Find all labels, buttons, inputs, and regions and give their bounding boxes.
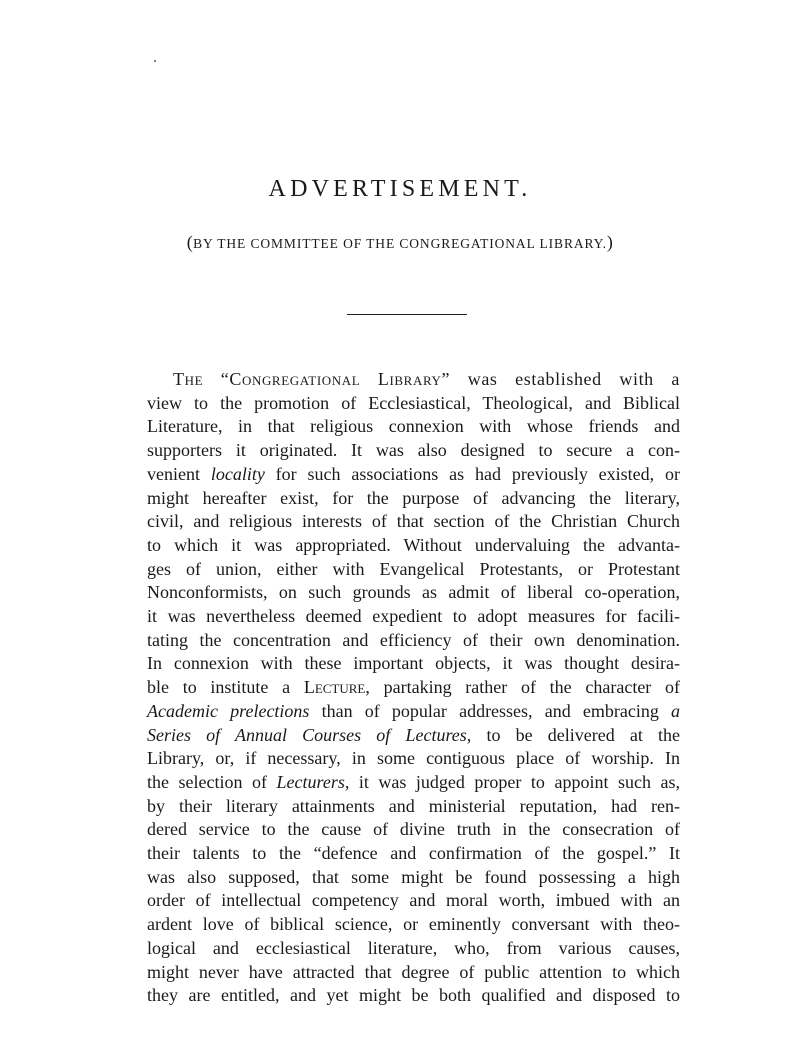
line-text: ardent love of biblical science, or eminently conversant with theo- [147, 914, 680, 935]
paragraph-line [147, 771, 680, 795]
line-text: might never have attracted that degree of public attention to which [147, 961, 680, 982]
line-text: In connexion with these important objects, it was thought desira- [147, 653, 680, 674]
paragraph-line [147, 629, 680, 653]
line-text: ble to institute a [147, 677, 304, 698]
divider-rule [347, 314, 467, 315]
line-text: ” was established with a [441, 369, 680, 389]
line-text: tating the concentration and efficiency of their own denomination. [147, 629, 680, 650]
ink-speck [154, 60, 156, 62]
line-text: by their literary attainments and ministerial reputation, had ren- [147, 795, 680, 816]
paragraph-line [147, 818, 680, 842]
paragraph-line [147, 652, 680, 676]
small-caps-text: The [173, 369, 204, 389]
paragraph-line [147, 581, 680, 605]
subtitle-open-paren: ( [186, 232, 194, 252]
paragraph-line [147, 392, 680, 416]
paragraph-line [147, 558, 680, 582]
paragraph-line [147, 487, 680, 511]
paragraph-line [147, 747, 680, 771]
paragraph-line [147, 984, 680, 1008]
subtitle-text: BY THE COMMITTEE OF THE CONGREGATIONAL LIBRARY. [193, 236, 607, 251]
line-text: Literature, in that religious connexion with whose friends and [147, 416, 680, 437]
line-text: their talents to the “defence and confirmation of the gospel.” It [147, 843, 680, 864]
paragraph-line [147, 463, 680, 487]
line-text: logical and ecclesiastical literature, who, from various causes, [147, 937, 680, 958]
italic-text: Lecturers, [276, 771, 350, 792]
paragraph-line [147, 724, 680, 748]
paragraph-line [147, 534, 680, 558]
paragraph-line [147, 866, 680, 890]
paragraph-line [147, 415, 680, 439]
paragraph-line [147, 889, 680, 913]
page-subtitle [0, 232, 800, 253]
line-text: it was judged proper to appoint such as, [349, 771, 680, 792]
line-text: they are entitled, and yet might be both qualified and disposed to [147, 985, 680, 1006]
italic-text: Series of Annual Courses of Lectures, [147, 724, 472, 745]
line-text: to which it was appropriated. Without undervaluing the advanta- [147, 534, 680, 555]
line-text: view to the promotion of Ecclesiastical, Theological, and Biblical [147, 392, 680, 413]
line-text: for such associations as had previously existed, or [264, 463, 680, 484]
paragraph-line [147, 961, 680, 985]
line-text: than of popular addresses, and embracing [309, 700, 671, 721]
paragraph-line [147, 700, 680, 724]
paragraph-line [147, 676, 680, 700]
line-text: ges of union, either with Evangelical Protestants, or Protestant [147, 558, 680, 579]
line-text: might hereafter exist, for the purpose of advancing the literary, [147, 487, 680, 508]
small-caps-text: Lecture [303, 677, 366, 698]
line-text: it was nevertheless deemed expedient to adopt measures for facili- [147, 606, 680, 627]
paragraph-line [147, 937, 680, 961]
line-text: civil, and religious interests of that section of the Christian Church [147, 511, 680, 532]
subtitle-close-paren: ) [606, 232, 614, 252]
italic-text: locality [210, 463, 265, 484]
line-text: dered service to the cause of divine truth in the consecration of [147, 819, 680, 840]
small-caps-text: Congregational Library [229, 369, 442, 389]
paragraph-line [147, 913, 680, 937]
italic-text: a [671, 700, 680, 721]
line-text: the selection of [147, 771, 277, 792]
paragraph-line [147, 605, 680, 629]
line-text: “ [203, 369, 230, 389]
paragraph-line [147, 510, 680, 534]
italic-text: Academic prelections [147, 700, 310, 721]
line-text: supporters it originated. It was also designed to secure a con- [147, 440, 680, 461]
line-text: Library, or, if necessary, in some contiguous place of worship. In [147, 748, 680, 769]
line-text: to be delivered at the [471, 724, 680, 745]
line-text: venient [147, 463, 211, 484]
paragraph-line [147, 795, 680, 819]
paragraph-line [147, 368, 680, 392]
line-text: was also supposed, that some might be found possessing a high [147, 866, 680, 887]
line-text: Nonconformists, on such grounds as admit of liberal co-operation, [147, 582, 680, 603]
paragraph-line [147, 842, 680, 866]
line-text: , partaking rather of the character of [365, 677, 681, 698]
line-text: order of intellectual competency and moral worth, imbued with an [147, 890, 680, 911]
page-title: ADVERTISEMENT. [268, 176, 532, 202]
paragraph-line [147, 439, 680, 463]
body-paragraph [147, 368, 680, 1008]
